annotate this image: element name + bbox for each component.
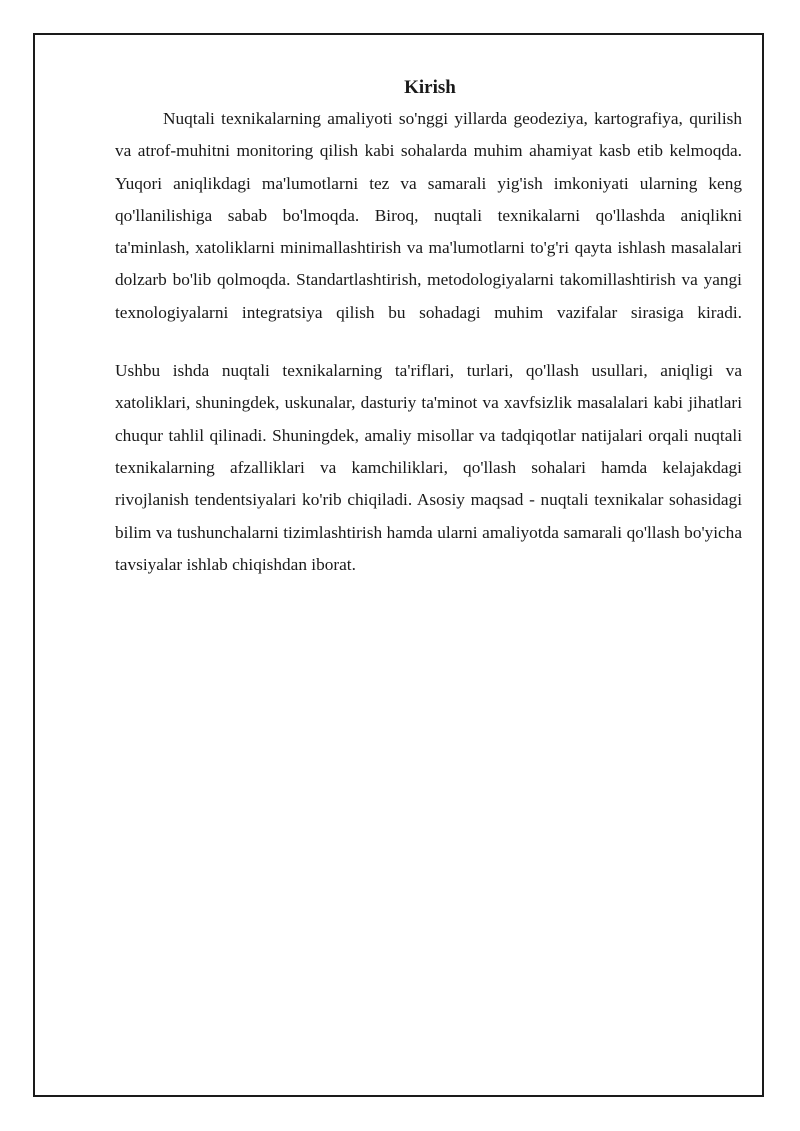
document-body: [115, 74, 742, 581]
paragraph-scope: Ushbu ishda nuqtali texnikalarning ta'riflari, turlari, qo'llash usullari, aniqligi va xatoliklari, shuningdek, uskunalar, dasturiy ta'minot va xavfsizlik masalalari kabi jihatlari chuqur tahlil qilinadi. Shuningdek, amaliy misollar va tadqiqotlar natijalari orqali nuqtali texnikalarning afzalliklari va kamchiliklari, qo'llash sohalari hamda kelajakdagi rivojlanish tendentsiyalari ko'rib chiqiladi. Asosiy maqsad - nuqtali texnikalar sohasidagi bilim va tushunchalarni tizimlashtirish hamda ularni amaliyotda samarali qo'llash bo'yicha tavsiyalar ishlab chiqishdan iborat.: [115, 361, 742, 574]
section-title: Kirish: [404, 77, 456, 98]
paragraph-intro: Nuqtali texnikalarning amaliyoti so'nggi yillarda geodeziya, kartografiya, qurilish va atrof-muhitni monitoring qilish kabi sohalarda muhim ahamiyat kasb etib kelmoqda. Yuqori aniqlikdagi ma'lumotlarni tez va samarali yig'ish imkoniyati ularning keng qo'llanilishiga sabab bo'lmoqda. Biroq, nuqtali texnikalarni qo'llashda aniqlikni ta'minlash, xatoliklarni minimallashtirish va ma'lumotlarni to'g'ri qayta ishlash masalalari dolzarb bo'lib qolmoqda. Standartlashtirish, metodologiyalarni takomillashtirish va yangi texnologiyalarni integratsiya qilish bu sohadagi muhim vazifalar sirasiga kiradi.: [115, 109, 742, 322]
